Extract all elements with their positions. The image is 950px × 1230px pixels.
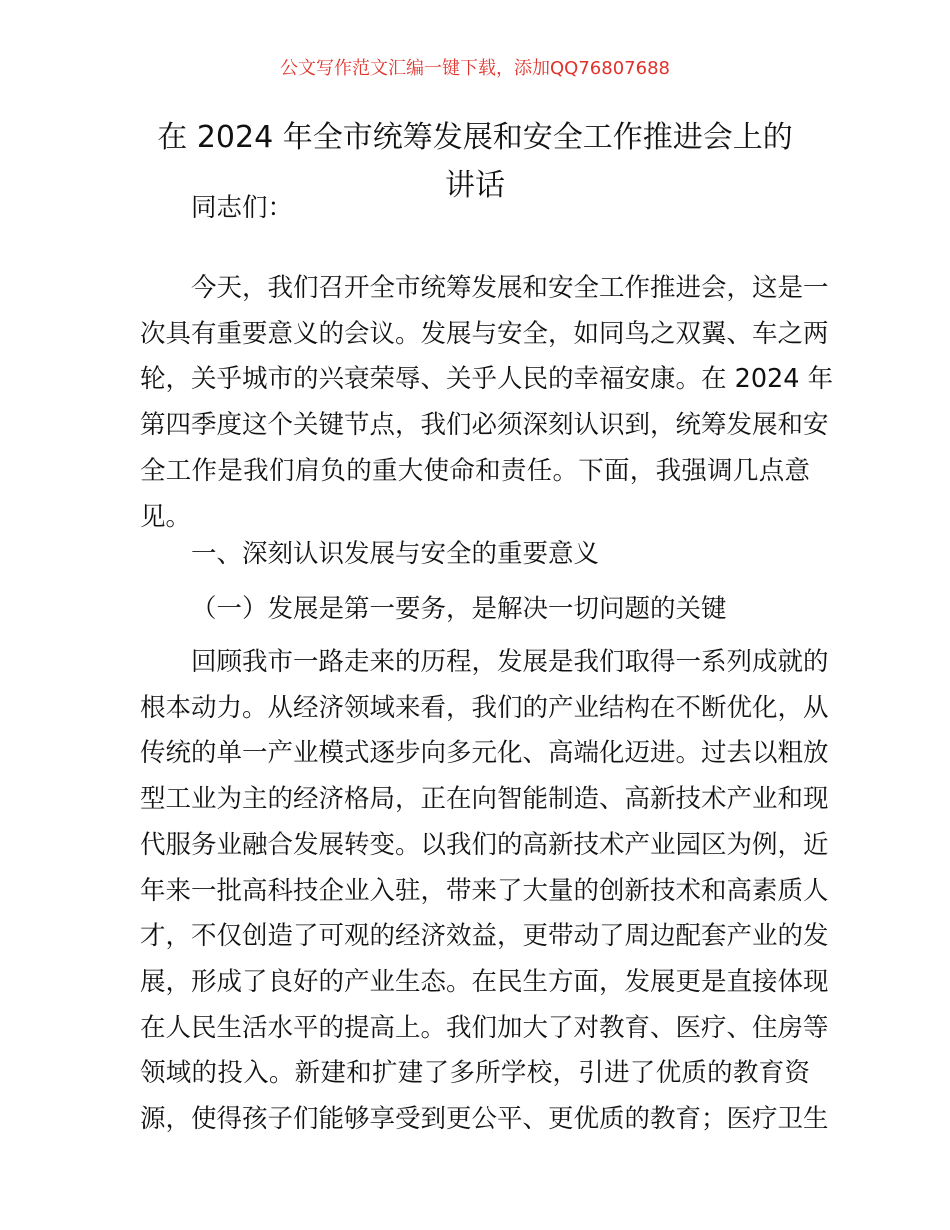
paragraph-line: 领域的投入。新建和扩建了多所学校，引进了优质的教育资: [140, 1058, 810, 1089]
section-heading-text: 一、深刻认识发展与安全的重要意义: [191, 539, 600, 569]
greeting-text: 同志们：: [191, 193, 294, 223]
paragraph-line: 传统的单一产业模式逐步向多元化、高端化迈进。过去以粗放: [140, 738, 829, 769]
title-line: 在 2024 年全市统筹发展和安全工作推进会上的: [157, 120, 793, 155]
paragraph-line: 代服务业融合发展转变。以我们的高新技术产业园区为例，近: [140, 829, 829, 860]
greeting: [140, 186, 810, 232]
subsection-heading: [140, 587, 810, 633]
paragraph-line: 全工作是我们肩负的重大使命和责任。下面，我强调几点意: [140, 455, 810, 486]
title-line: 讲话: [445, 168, 505, 203]
paragraph-line: 根本动力。从经济领域来看，我们的产业结构在不断优化，从: [140, 692, 829, 723]
paragraph-line: 展，形成了良好的产业生态。在民生方面，发展更是直接体现: [140, 966, 829, 997]
paragraph-line: 源，使得孩子们能够享受到更公平、更优质的教育；医疗卫生: [140, 1104, 829, 1135]
paragraph-line: 第四季度这个关键节点，我们必须深刻认识到，统筹发展和安: [140, 410, 829, 441]
paragraph-line: 见。: [140, 501, 192, 532]
section-heading: [140, 532, 810, 578]
paragraph-line: 型工业为主的经济格局，正在向智能制造、高新技术产业和现: [140, 784, 829, 815]
paragraph-development: [140, 640, 829, 1143]
paragraph-line: 次具有重要意义的会议。发展与安全，如同鸟之双翼、车之两: [140, 318, 829, 349]
subsection-heading-text: （一）发展是第一要务，是解决一切问题的关键: [191, 594, 727, 624]
paragraph-line: 才，不仅创造了可观的经济效益，更带动了周边配套产业的发: [140, 921, 829, 952]
paragraph-line: 在人民生活水平的提高上。我们加大了对教育、医疗、住房等: [140, 1012, 829, 1043]
paragraph-line: 轮，关乎城市的兴衰荣辱、关乎人民的幸福安康。在 2024 年: [140, 364, 834, 395]
paragraph-line: 今天，我们召开全市统筹发展和安全工作推进会，这是一: [191, 273, 829, 303]
paragraph-line: 年来一批高科技企业入驻，带来了大量的创新技术和高素质人: [140, 875, 829, 906]
promo-banner: 公文写作范文汇编一键下载，添加QQ76807688: [280, 58, 670, 79]
paragraph-line: 回顾我市一路走来的历程，发展是我们取得一系列成就的: [191, 647, 829, 677]
paragraph-opening: [140, 266, 834, 540]
